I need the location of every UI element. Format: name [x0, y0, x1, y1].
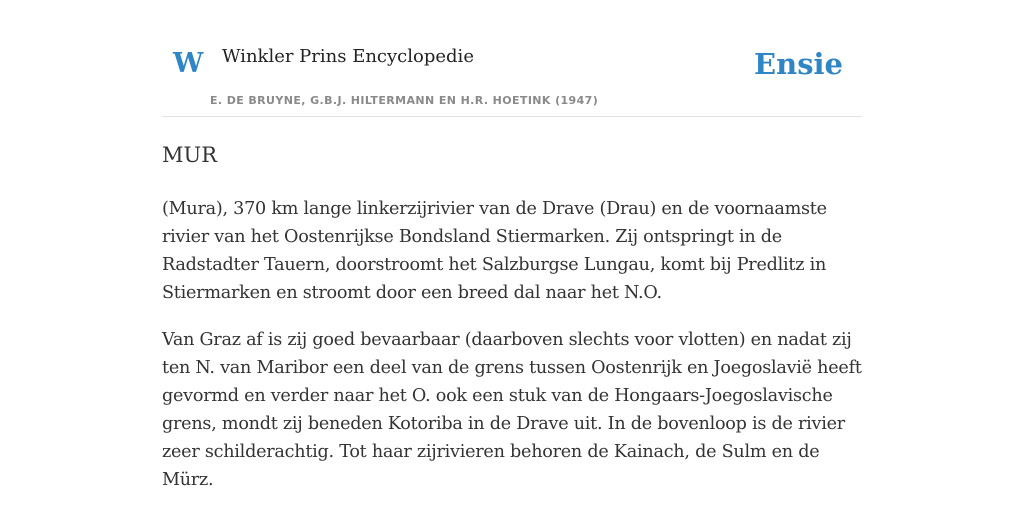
publication-logo[interactable]: W: [173, 48, 204, 79]
article: [162, 141, 862, 512]
publication-authors: E. DE BRUYNE, G.B.J. HILTERMANN EN H.R. HOETINK (1947): [210, 94, 599, 107]
publication-header: [162, 0, 862, 117]
article-paragraph: (Mura), 370 km lange linkerzijrivier van de Drave (Drau) en de voornaamste rivier van het Oostenrijkse Bondsland Stiermarken. Zij ontspringt in de Radstadter Tauern, doorstroomt het Salzburgse Lungau, komt bij Predlitz in Stiermarken en stroomt door een breed dal naar het N.O.: [162, 199, 827, 303]
article-title: MUR: [162, 143, 218, 167]
publication-title[interactable]: Winkler Prins Encyclopedie: [222, 46, 474, 67]
ensie-logo[interactable]: Ensie: [754, 47, 843, 81]
article-paragraph: Van Graz af is zij goed bevaarbaar (daarboven slechts voor vlotten) en nadat zij ten N. van Maribor een deel van de grens tussen Oostenrijk en Joegoslavië heeft gevormd en verder naar het O. ook een stuk van de Hongaars-Joegoslavische grens, mondt zij beneden Kotoriba in de Drave uit. In de bovenloop is de rivier zeer schilderachtig. Tot haar zijrivieren behoren de Kainach, de Sulm en de Mürz.: [162, 330, 862, 490]
